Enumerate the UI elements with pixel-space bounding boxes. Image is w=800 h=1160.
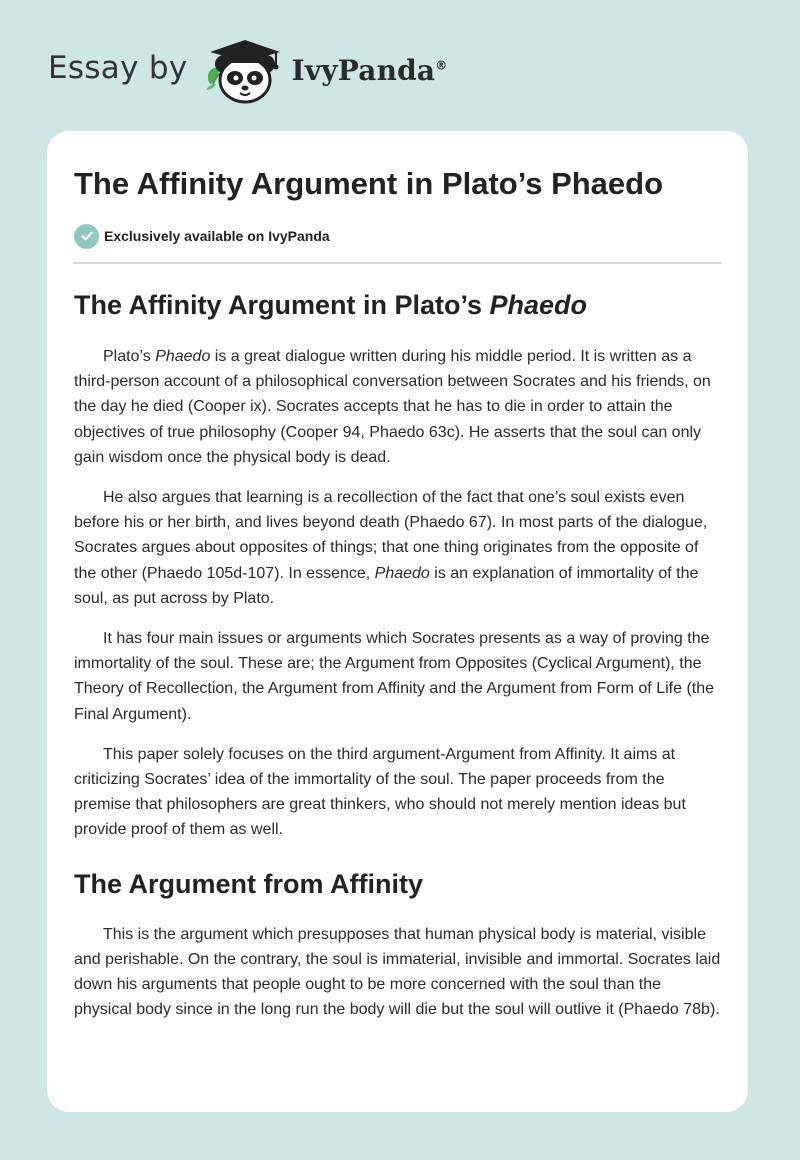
paragraph bbox=[74, 485, 722, 611]
title-divider bbox=[74, 262, 722, 264]
panda-logo-icon[interactable] bbox=[202, 34, 288, 106]
essay-by-label: Essay by bbox=[48, 50, 188, 86]
brand-name[interactable] bbox=[292, 54, 448, 87]
paragraph-emphasis: Phaedo bbox=[374, 564, 430, 582]
exclusive-label: Exclusively available on IvyPanda bbox=[104, 228, 330, 244]
site-header bbox=[48, 34, 447, 106]
section-heading-emphasis: Phaedo bbox=[489, 290, 588, 320]
paragraph: It has four main issues or arguments which Socrates presents as a way of proving the immortality of the soul. These are; the Argument from Opposites (Cyclical Argument), the Theory of Recollection, the Argument from Affinity and the Argument from Form of Life (the Final Argument). bbox=[74, 630, 715, 723]
paragraph bbox=[74, 344, 722, 470]
page-title: The Affinity Argument in Plato’s Phaedo bbox=[74, 166, 664, 201]
section-heading-text: The Affinity Argument in Plato’s bbox=[74, 290, 490, 320]
paragraph-text: He also argues that learning is a recollection of the fact that one’s soul exists even before his or her birth, and lives beyond death (Phaedo 67). In most parts of the dialogue, Socrates argues about opposites of things; that one thing originates from the opposite of the other (Phaedo 105d-107). In essence, bbox=[74, 489, 708, 582]
paragraph-text: is a great dialogue written during his middle period. It is written as a third-person account of a philosophical conversation between Socrates and his friends, on the day he died (Cooper ix). Socrates accepts that he has to die in order to attain the objectives of true philosophy (Cooper 94, Phaedo 63c). He asserts that the soul can only gain wisdom once the physical body is dead. bbox=[74, 348, 711, 466]
check-circle-icon bbox=[74, 224, 99, 249]
registered-mark: ® bbox=[435, 58, 448, 73]
essay-card bbox=[47, 131, 748, 1112]
paragraph: This is the argument which presupposes that human physical body is material, visible and perishable. On the contrary, the soul is immaterial, invisible and immortal. Socrates laid down his arguments that people ought to be more concerned with the soul than the physical body since in the long run the body will die but the soul will outlive it (Phaedo 78b). bbox=[74, 925, 721, 1019]
paragraph: This paper solely focuses on the third argument-Argument from Affinity. It aims at criticizing Socrates’ idea of the immortality of the soul. The paper proceeds from the premise that philosophers are great thinkers, who should not merely mention ideas but provide proof of them as well. bbox=[74, 745, 686, 839]
exclusive-badge bbox=[74, 222, 722, 250]
brand-name-text: IvyPanda bbox=[291, 53, 436, 87]
section-heading: The Argument from Affinity bbox=[74, 868, 423, 899]
paragraph-text: Plato’s bbox=[103, 348, 156, 365]
section-heading bbox=[74, 287, 722, 323]
paragraph-text: is an explanation of immortality of the soul, as put across by Plato. bbox=[74, 564, 699, 607]
paragraph-emphasis: Phaedo bbox=[155, 348, 211, 365]
